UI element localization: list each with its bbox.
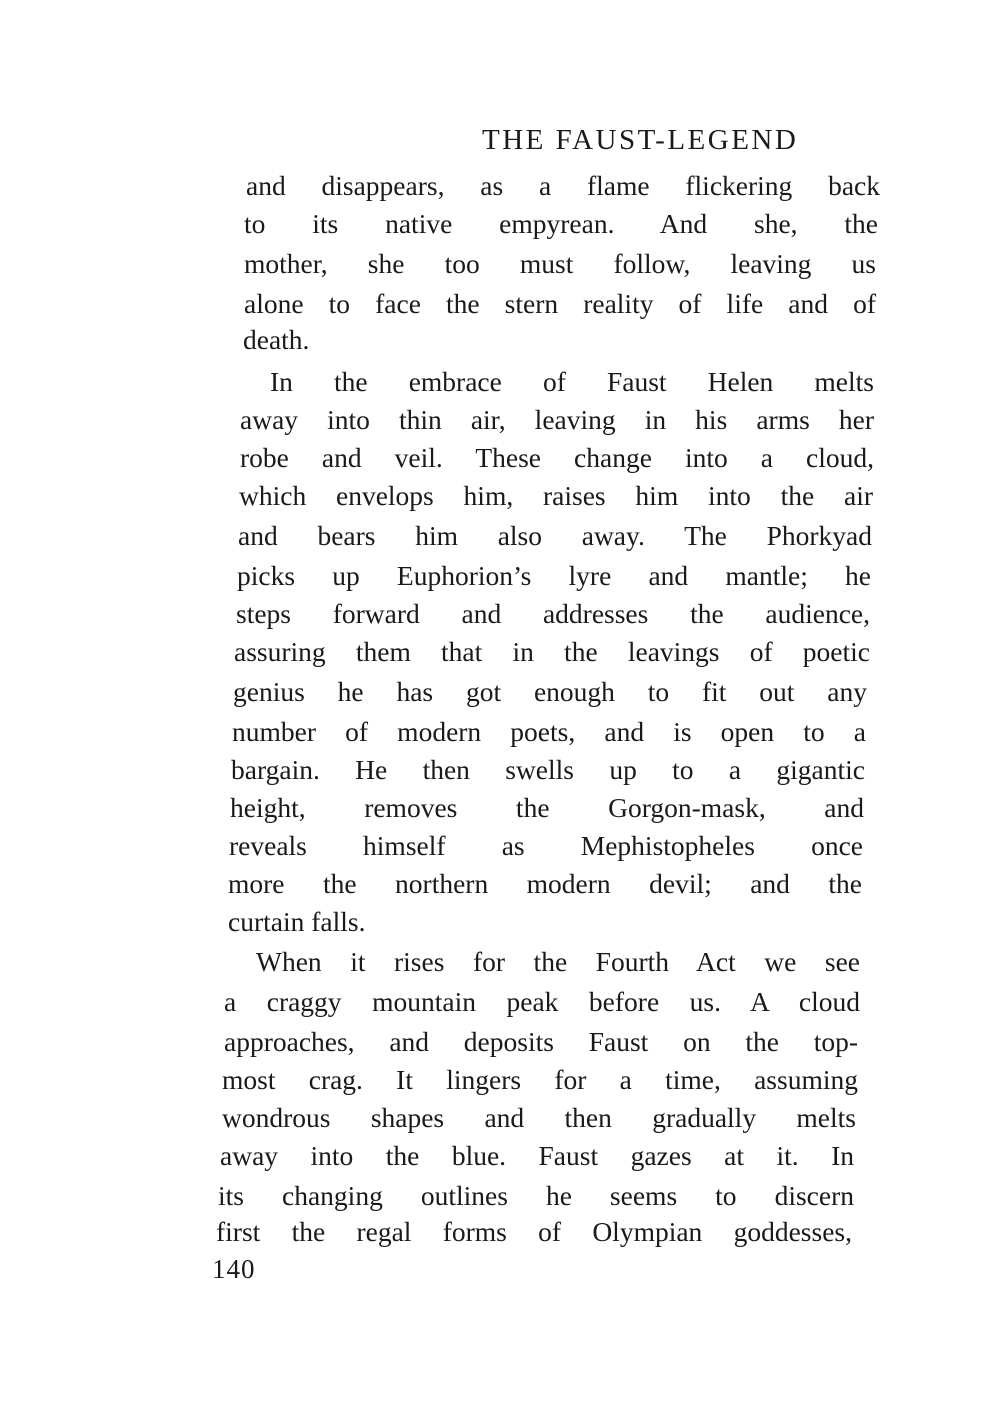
text-line: bargain. He then swells up to a gigantic xyxy=(231,754,865,785)
text-line: more the northern modern devil; and the xyxy=(228,868,862,899)
text-line: reveals himself as Mephistopheles once xyxy=(229,830,863,861)
text-line: robe and veil. These change into a cloud, xyxy=(240,442,874,473)
text-line: first the regal forms of Olympian goddesses, xyxy=(216,1216,852,1247)
text-line: steps forward and addresses the audience, xyxy=(236,598,870,629)
text-line: away into thin air, leaving in his arms her xyxy=(240,404,874,435)
text-line: away into the blue. Faust gazes at it. In xyxy=(220,1140,854,1171)
text-line: wondrous shapes and then gradually melts xyxy=(222,1102,856,1133)
text-line: a craggy mountain peak before us. A cloud xyxy=(224,986,860,1017)
text-line: which envelops him, raises him into the air xyxy=(239,480,873,511)
text-line: approaches, and deposits Faust on the top- xyxy=(224,1026,858,1057)
running-head: THE FAUST-LEGEND xyxy=(482,124,799,156)
text-line: to its native empyrean. And she, the xyxy=(244,208,878,239)
text-line: curtain falls. xyxy=(228,906,366,937)
text-line: assuring them that in the leavings of poetic xyxy=(234,636,870,667)
text-line: and disappears, as a flame flickering back xyxy=(246,170,880,201)
text-line: most crag. It lingers for a time, assuming xyxy=(222,1064,858,1095)
text-line: genius he has got enough to fit out any xyxy=(233,676,867,707)
text-line: number of modern poets, and is open to a xyxy=(232,716,866,747)
text-line: alone to face the stern reality of life and of xyxy=(244,288,876,319)
text-line: picks up Euphorion’s lyre and mantle; he xyxy=(237,560,871,591)
text-line: and bears him also away. The Phorkyad xyxy=(238,520,872,551)
text-line: In the embrace of Faust Helen melts xyxy=(270,366,874,397)
text-line: its changing outlines he seems to discern xyxy=(218,1180,854,1211)
page-number: 140 xyxy=(212,1254,256,1284)
text-line: height, removes the Gorgon-mask, and xyxy=(230,792,864,823)
text-line: death. xyxy=(243,324,310,355)
text-line: mother, she too must follow, leaving us xyxy=(244,248,876,279)
text-line: When it rises for the Fourth Act we see xyxy=(256,946,860,977)
